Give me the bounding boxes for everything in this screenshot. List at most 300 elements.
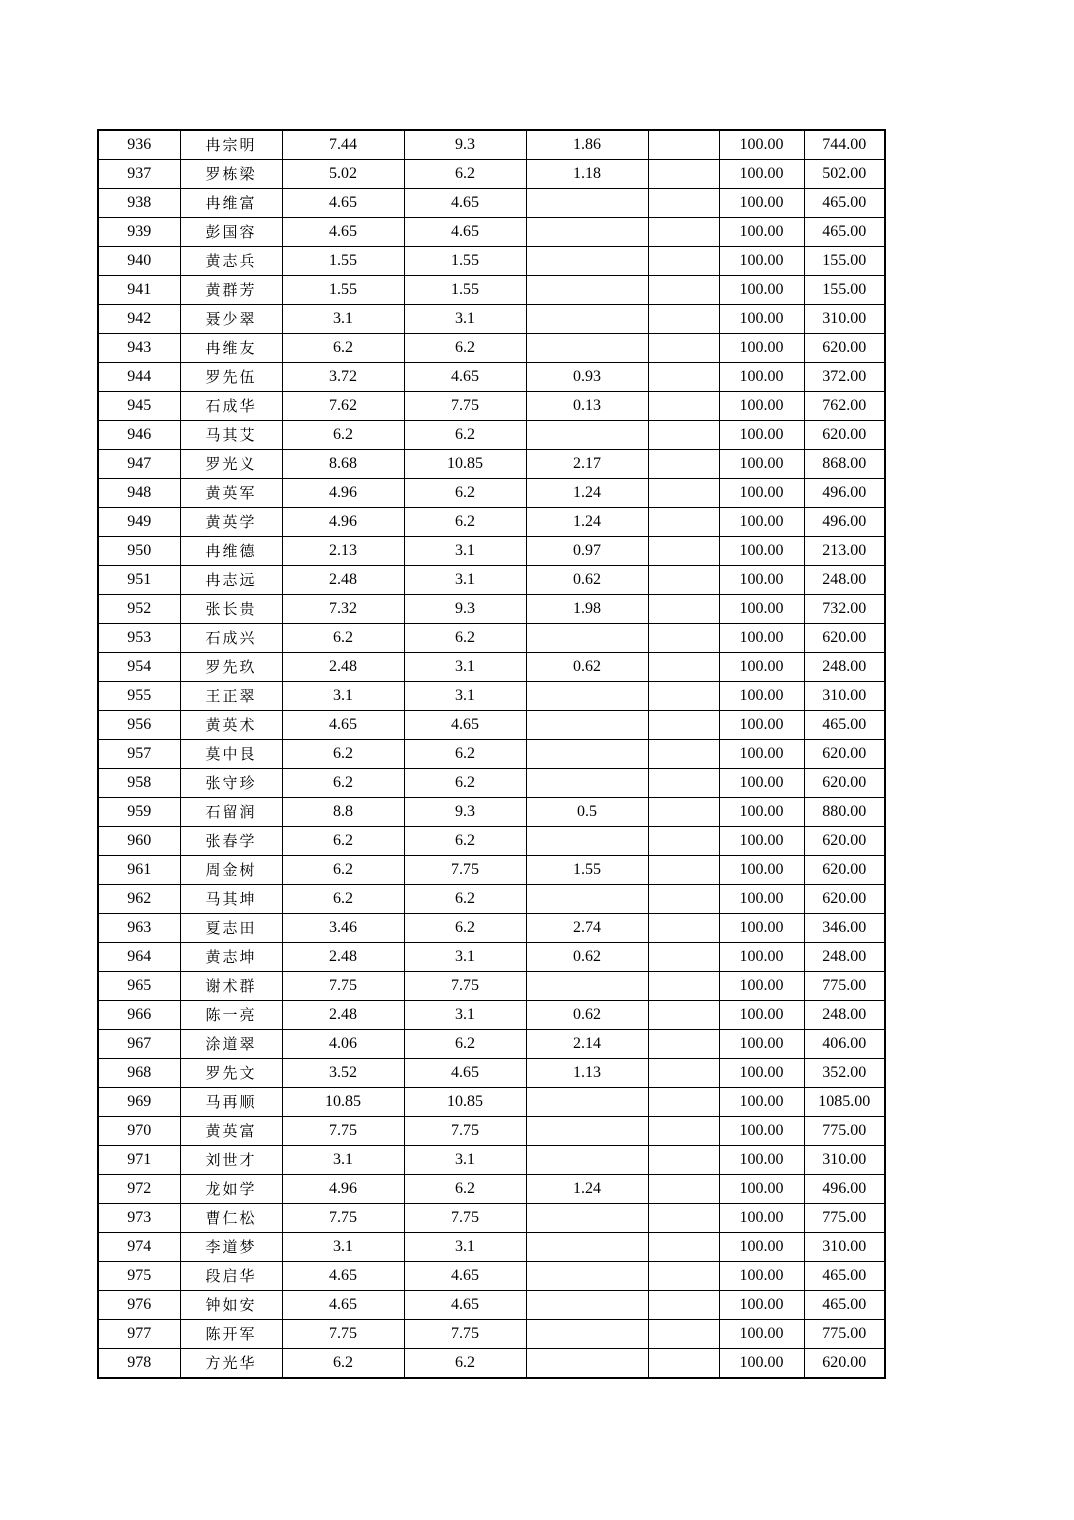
value-c-cell — [526, 1146, 648, 1175]
row-number-cell: 961 — [98, 856, 180, 885]
value-d-cell — [648, 740, 719, 769]
table-row — [98, 1233, 885, 1262]
value-d-cell — [648, 1088, 719, 1117]
name-cell: 夏志田 — [180, 914, 282, 943]
value-b-cell: 6.2 — [404, 827, 526, 856]
value-c-cell: 0.62 — [526, 653, 648, 682]
table-row — [98, 508, 885, 537]
value-a-cell: 3.72 — [282, 363, 404, 392]
name-cell: 张春学 — [180, 827, 282, 856]
amount-cell: 155.00 — [804, 247, 885, 276]
table-row — [98, 1291, 885, 1320]
table-row — [98, 798, 885, 827]
value-a-cell: 7.75 — [282, 972, 404, 1001]
value-b-cell: 7.75 — [404, 392, 526, 421]
value-b-cell: 3.1 — [404, 682, 526, 711]
amount-cell: 620.00 — [804, 421, 885, 450]
value-b-cell: 7.75 — [404, 1320, 526, 1349]
table-row — [98, 972, 885, 1001]
name-cell: 罗栋梁 — [180, 160, 282, 189]
value-a-cell: 1.55 — [282, 247, 404, 276]
unit-price-cell: 100.00 — [719, 1030, 804, 1059]
value-d-cell — [648, 1001, 719, 1030]
value-c-cell — [526, 1320, 648, 1349]
value-b-cell: 6.2 — [404, 885, 526, 914]
unit-price-cell: 100.00 — [719, 1262, 804, 1291]
amount-cell: 155.00 — [804, 276, 885, 305]
row-number-cell: 975 — [98, 1262, 180, 1291]
name-cell: 罗先文 — [180, 1059, 282, 1088]
value-b-cell: 7.75 — [404, 972, 526, 1001]
amount-cell: 372.00 — [804, 363, 885, 392]
row-number-cell: 946 — [98, 421, 180, 450]
row-number-cell: 953 — [98, 624, 180, 653]
name-cell: 聂少翠 — [180, 305, 282, 334]
amount-cell: 620.00 — [804, 885, 885, 914]
amount-cell: 620.00 — [804, 856, 885, 885]
value-a-cell: 6.2 — [282, 1349, 404, 1379]
value-d-cell — [648, 1030, 719, 1059]
unit-price-cell: 100.00 — [719, 305, 804, 334]
unit-price-cell: 100.00 — [719, 740, 804, 769]
table-row — [98, 363, 885, 392]
table-row — [98, 218, 885, 247]
value-c-cell: 1.24 — [526, 479, 648, 508]
table-row — [98, 566, 885, 595]
amount-cell: 406.00 — [804, 1030, 885, 1059]
amount-cell: 620.00 — [804, 1349, 885, 1379]
unit-price-cell: 100.00 — [719, 1291, 804, 1320]
amount-cell: 310.00 — [804, 305, 885, 334]
value-b-cell: 6.2 — [404, 914, 526, 943]
unit-price-cell: 100.00 — [719, 1349, 804, 1379]
amount-cell: 310.00 — [804, 1233, 885, 1262]
table-row — [98, 1175, 885, 1204]
value-a-cell: 4.65 — [282, 1262, 404, 1291]
value-d-cell — [648, 769, 719, 798]
value-b-cell: 4.65 — [404, 1291, 526, 1320]
value-a-cell: 4.96 — [282, 479, 404, 508]
value-d-cell — [648, 595, 719, 624]
value-c-cell: 0.62 — [526, 943, 648, 972]
table-row — [98, 189, 885, 218]
row-number-cell: 959 — [98, 798, 180, 827]
amount-cell: 1085.00 — [804, 1088, 885, 1117]
table-row — [98, 856, 885, 885]
name-cell: 李道梦 — [180, 1233, 282, 1262]
amount-cell: 465.00 — [804, 218, 885, 247]
value-a-cell: 6.2 — [282, 740, 404, 769]
unit-price-cell: 100.00 — [719, 624, 804, 653]
value-d-cell — [648, 218, 719, 247]
value-a-cell: 3.46 — [282, 914, 404, 943]
value-c-cell — [526, 769, 648, 798]
name-cell: 谢术群 — [180, 972, 282, 1001]
row-number-cell: 947 — [98, 450, 180, 479]
value-c-cell — [526, 218, 648, 247]
unit-price-cell: 100.00 — [719, 276, 804, 305]
amount-cell: 762.00 — [804, 392, 885, 421]
value-d-cell — [648, 537, 719, 566]
row-number-cell: 944 — [98, 363, 180, 392]
unit-price-cell: 100.00 — [719, 363, 804, 392]
row-number-cell: 942 — [98, 305, 180, 334]
amount-cell: 248.00 — [804, 566, 885, 595]
table-row — [98, 595, 885, 624]
table-row — [98, 130, 885, 160]
row-number-cell: 974 — [98, 1233, 180, 1262]
value-a-cell: 3.52 — [282, 1059, 404, 1088]
value-b-cell: 6.2 — [404, 334, 526, 363]
value-d-cell — [648, 392, 719, 421]
amount-cell: 310.00 — [804, 682, 885, 711]
name-cell: 罗先伍 — [180, 363, 282, 392]
value-b-cell: 3.1 — [404, 566, 526, 595]
unit-price-cell: 100.00 — [719, 421, 804, 450]
amount-cell: 248.00 — [804, 943, 885, 972]
value-d-cell — [648, 334, 719, 363]
row-number-cell: 952 — [98, 595, 180, 624]
value-b-cell: 6.2 — [404, 479, 526, 508]
value-a-cell: 4.06 — [282, 1030, 404, 1059]
value-a-cell: 4.65 — [282, 218, 404, 247]
row-number-cell: 978 — [98, 1349, 180, 1379]
name-cell: 刘世才 — [180, 1146, 282, 1175]
row-number-cell: 957 — [98, 740, 180, 769]
row-number-cell: 963 — [98, 914, 180, 943]
value-d-cell — [648, 247, 719, 276]
value-a-cell: 6.2 — [282, 624, 404, 653]
name-cell: 马其坤 — [180, 885, 282, 914]
amount-cell: 346.00 — [804, 914, 885, 943]
table-row — [98, 276, 885, 305]
value-b-cell: 4.65 — [404, 189, 526, 218]
table-row — [98, 421, 885, 450]
row-number-cell: 941 — [98, 276, 180, 305]
unit-price-cell: 100.00 — [719, 508, 804, 537]
name-cell: 冉宗明 — [180, 130, 282, 160]
value-b-cell: 1.55 — [404, 276, 526, 305]
value-b-cell: 3.1 — [404, 305, 526, 334]
value-b-cell: 6.2 — [404, 624, 526, 653]
unit-price-cell: 100.00 — [719, 1146, 804, 1175]
value-d-cell — [648, 1291, 719, 1320]
row-number-cell: 937 — [98, 160, 180, 189]
row-number-cell: 951 — [98, 566, 180, 595]
value-b-cell: 6.2 — [404, 740, 526, 769]
value-b-cell: 9.3 — [404, 595, 526, 624]
value-d-cell — [648, 566, 719, 595]
value-d-cell — [648, 972, 719, 1001]
value-a-cell: 1.55 — [282, 276, 404, 305]
value-b-cell: 10.85 — [404, 1088, 526, 1117]
amount-cell: 620.00 — [804, 740, 885, 769]
value-d-cell — [648, 653, 719, 682]
value-a-cell: 3.1 — [282, 682, 404, 711]
table-row — [98, 450, 885, 479]
amount-cell: 620.00 — [804, 827, 885, 856]
value-c-cell — [526, 827, 648, 856]
value-c-cell: 1.24 — [526, 1175, 648, 1204]
row-number-cell: 936 — [98, 130, 180, 160]
row-number-cell: 971 — [98, 1146, 180, 1175]
value-b-cell: 4.65 — [404, 363, 526, 392]
unit-price-cell: 100.00 — [719, 653, 804, 682]
value-a-cell: 6.2 — [282, 421, 404, 450]
row-number-cell: 973 — [98, 1204, 180, 1233]
value-c-cell — [526, 711, 648, 740]
table-row — [98, 769, 885, 798]
value-a-cell: 2.48 — [282, 1001, 404, 1030]
name-cell: 曹仁松 — [180, 1204, 282, 1233]
value-a-cell: 4.96 — [282, 1175, 404, 1204]
value-d-cell — [648, 1059, 719, 1088]
value-d-cell — [648, 827, 719, 856]
amount-cell: 880.00 — [804, 798, 885, 827]
amount-cell: 620.00 — [804, 769, 885, 798]
value-c-cell — [526, 305, 648, 334]
value-c-cell — [526, 972, 648, 1001]
amount-cell: 775.00 — [804, 1320, 885, 1349]
amount-cell: 248.00 — [804, 1001, 885, 1030]
value-d-cell — [648, 711, 719, 740]
value-d-cell — [648, 450, 719, 479]
row-number-cell: 966 — [98, 1001, 180, 1030]
value-b-cell: 4.65 — [404, 711, 526, 740]
value-a-cell: 6.2 — [282, 769, 404, 798]
amount-cell: 732.00 — [804, 595, 885, 624]
value-d-cell — [648, 130, 719, 160]
amount-cell: 620.00 — [804, 624, 885, 653]
unit-price-cell: 100.00 — [719, 450, 804, 479]
value-c-cell — [526, 334, 648, 363]
value-d-cell — [648, 1233, 719, 1262]
name-cell: 马再顺 — [180, 1088, 282, 1117]
name-cell: 陈开军 — [180, 1320, 282, 1349]
value-b-cell: 6.2 — [404, 160, 526, 189]
value-c-cell: 1.18 — [526, 160, 648, 189]
table-row — [98, 334, 885, 363]
name-cell: 张守珍 — [180, 769, 282, 798]
row-number-cell: 962 — [98, 885, 180, 914]
unit-price-cell: 100.00 — [719, 218, 804, 247]
name-cell: 张长贵 — [180, 595, 282, 624]
table-row — [98, 1059, 885, 1088]
table-row — [98, 1262, 885, 1291]
row-number-cell: 950 — [98, 537, 180, 566]
value-b-cell: 3.1 — [404, 1233, 526, 1262]
amount-cell: 352.00 — [804, 1059, 885, 1088]
name-cell: 周金树 — [180, 856, 282, 885]
value-a-cell: 3.1 — [282, 305, 404, 334]
value-d-cell — [648, 160, 719, 189]
value-a-cell: 6.2 — [282, 827, 404, 856]
value-c-cell: 0.97 — [526, 537, 648, 566]
value-b-cell: 3.1 — [404, 1146, 526, 1175]
table-row — [98, 1349, 885, 1379]
data-table — [97, 129, 886, 1379]
value-a-cell: 8.68 — [282, 450, 404, 479]
value-c-cell — [526, 1349, 648, 1379]
value-a-cell: 3.1 — [282, 1233, 404, 1262]
amount-cell: 310.00 — [804, 1146, 885, 1175]
table-body — [98, 130, 885, 1378]
amount-cell: 465.00 — [804, 711, 885, 740]
value-c-cell: 1.98 — [526, 595, 648, 624]
name-cell: 罗先玖 — [180, 653, 282, 682]
value-d-cell — [648, 508, 719, 537]
value-a-cell: 2.48 — [282, 943, 404, 972]
row-number-cell: 976 — [98, 1291, 180, 1320]
value-c-cell — [526, 1088, 648, 1117]
value-c-cell — [526, 1117, 648, 1146]
name-cell: 马其艾 — [180, 421, 282, 450]
unit-price-cell: 100.00 — [719, 1204, 804, 1233]
value-d-cell — [648, 943, 719, 972]
value-b-cell: 7.75 — [404, 1204, 526, 1233]
value-c-cell — [526, 189, 648, 218]
value-d-cell — [648, 1349, 719, 1379]
value-a-cell: 5.02 — [282, 160, 404, 189]
name-cell: 石成华 — [180, 392, 282, 421]
value-d-cell — [648, 276, 719, 305]
value-d-cell — [648, 189, 719, 218]
value-c-cell — [526, 1262, 648, 1291]
value-b-cell: 4.65 — [404, 218, 526, 247]
unit-price-cell: 100.00 — [719, 1117, 804, 1146]
table-row — [98, 827, 885, 856]
value-a-cell: 4.96 — [282, 508, 404, 537]
name-cell: 黄志坤 — [180, 943, 282, 972]
amount-cell: 496.00 — [804, 1175, 885, 1204]
row-number-cell: 964 — [98, 943, 180, 972]
value-c-cell: 1.13 — [526, 1059, 648, 1088]
value-d-cell — [648, 1262, 719, 1291]
row-number-cell: 938 — [98, 189, 180, 218]
table-row — [98, 740, 885, 769]
value-c-cell: 2.17 — [526, 450, 648, 479]
value-b-cell: 4.65 — [404, 1059, 526, 1088]
value-c-cell: 0.62 — [526, 566, 648, 595]
name-cell: 黄志兵 — [180, 247, 282, 276]
name-cell: 冉志远 — [180, 566, 282, 595]
amount-cell: 496.00 — [804, 479, 885, 508]
unit-price-cell: 100.00 — [719, 856, 804, 885]
value-c-cell — [526, 885, 648, 914]
value-c-cell — [526, 1204, 648, 1233]
value-a-cell: 4.65 — [282, 1291, 404, 1320]
unit-price-cell: 100.00 — [719, 247, 804, 276]
table-row — [98, 1088, 885, 1117]
name-cell: 方光华 — [180, 1349, 282, 1379]
amount-cell: 465.00 — [804, 1262, 885, 1291]
table-row — [98, 711, 885, 740]
value-b-cell: 3.1 — [404, 537, 526, 566]
value-a-cell: 2.48 — [282, 653, 404, 682]
table-row — [98, 1320, 885, 1349]
name-cell: 黄英术 — [180, 711, 282, 740]
amount-cell: 744.00 — [804, 130, 885, 160]
amount-cell: 620.00 — [804, 334, 885, 363]
amount-cell: 465.00 — [804, 189, 885, 218]
value-c-cell — [526, 421, 648, 450]
value-a-cell: 4.65 — [282, 711, 404, 740]
table-row — [98, 943, 885, 972]
value-c-cell — [526, 624, 648, 653]
name-cell: 冉维富 — [180, 189, 282, 218]
unit-price-cell: 100.00 — [719, 943, 804, 972]
value-b-cell: 7.75 — [404, 1117, 526, 1146]
row-number-cell: 967 — [98, 1030, 180, 1059]
value-c-cell — [526, 740, 648, 769]
value-a-cell: 7.44 — [282, 130, 404, 160]
value-c-cell: 1.24 — [526, 508, 648, 537]
table-row — [98, 1117, 885, 1146]
value-b-cell: 9.3 — [404, 798, 526, 827]
value-d-cell — [648, 885, 719, 914]
unit-price-cell: 100.00 — [719, 885, 804, 914]
value-a-cell: 3.1 — [282, 1146, 404, 1175]
value-b-cell: 6.2 — [404, 1349, 526, 1379]
value-c-cell: 2.14 — [526, 1030, 648, 1059]
table-row — [98, 392, 885, 421]
name-cell: 冉维友 — [180, 334, 282, 363]
unit-price-cell: 100.00 — [719, 827, 804, 856]
value-d-cell — [648, 479, 719, 508]
value-b-cell: 6.2 — [404, 508, 526, 537]
value-a-cell: 2.13 — [282, 537, 404, 566]
amount-cell: 775.00 — [804, 1204, 885, 1233]
value-b-cell: 3.1 — [404, 1001, 526, 1030]
value-a-cell: 4.65 — [282, 189, 404, 218]
row-number-cell: 954 — [98, 653, 180, 682]
row-number-cell: 940 — [98, 247, 180, 276]
table-row — [98, 305, 885, 334]
value-c-cell — [526, 1233, 648, 1262]
unit-price-cell: 100.00 — [719, 1233, 804, 1262]
value-c-cell: 1.55 — [526, 856, 648, 885]
value-a-cell: 7.75 — [282, 1204, 404, 1233]
value-d-cell — [648, 1117, 719, 1146]
value-c-cell: 0.13 — [526, 392, 648, 421]
value-a-cell: 2.48 — [282, 566, 404, 595]
name-cell: 彭国容 — [180, 218, 282, 247]
value-d-cell — [648, 798, 719, 827]
name-cell: 石成兴 — [180, 624, 282, 653]
value-d-cell — [648, 1204, 719, 1233]
amount-cell: 496.00 — [804, 508, 885, 537]
value-b-cell: 6.2 — [404, 1030, 526, 1059]
table-row — [98, 1146, 885, 1175]
value-a-cell: 6.2 — [282, 856, 404, 885]
table-row — [98, 160, 885, 189]
amount-cell: 248.00 — [804, 653, 885, 682]
unit-price-cell: 100.00 — [719, 1320, 804, 1349]
row-number-cell: 968 — [98, 1059, 180, 1088]
table-row — [98, 479, 885, 508]
unit-price-cell: 100.00 — [719, 479, 804, 508]
name-cell: 黄英学 — [180, 508, 282, 537]
value-b-cell: 9.3 — [404, 130, 526, 160]
unit-price-cell: 100.00 — [719, 798, 804, 827]
value-a-cell: 8.8 — [282, 798, 404, 827]
table-row — [98, 1204, 885, 1233]
value-a-cell: 7.75 — [282, 1117, 404, 1146]
unit-price-cell: 100.00 — [719, 769, 804, 798]
row-number-cell: 943 — [98, 334, 180, 363]
value-d-cell — [648, 1320, 719, 1349]
value-d-cell — [648, 682, 719, 711]
